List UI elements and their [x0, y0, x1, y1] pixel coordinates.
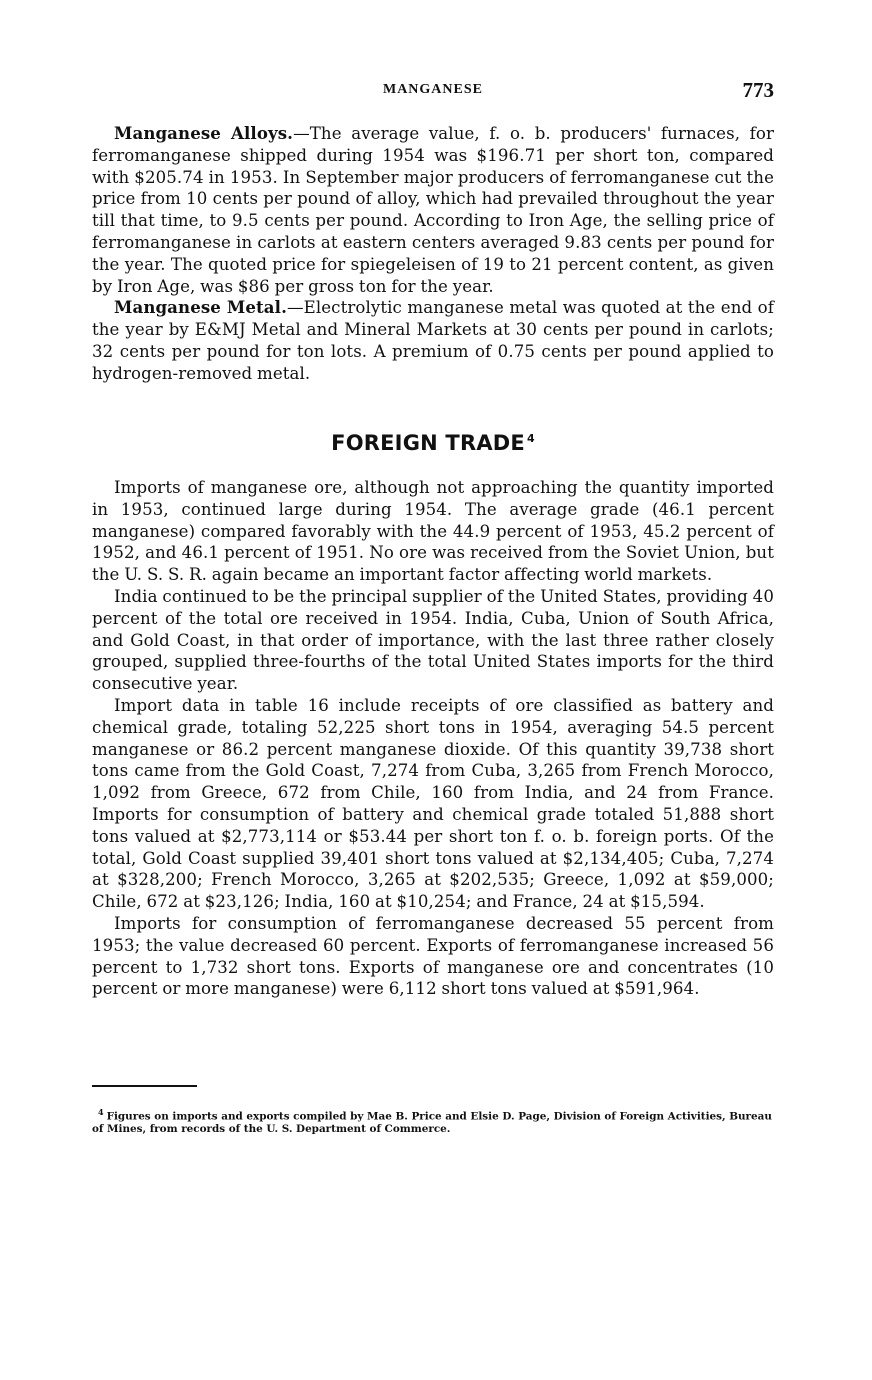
footnote-mark: 4 [98, 1107, 104, 1117]
section-heading-text: FOREIGN TRADE [331, 431, 525, 455]
footnote-divider [92, 1085, 197, 1087]
foreign-trade-paragraph-imports: Imports of manganese ore, although not approaching the quantity imported in 1953, continued large during 1954. The average grade (46.1 percent manganese) compared favorably with the 44.9 percent of 1953, 45.2 percent of 1952, and 46.1 percent of 1951. No ore was received from the Soviet Union, but the U. S. S. R. again became an important factor affecting world markets. [92, 478, 774, 585]
running-head [92, 78, 774, 106]
footnote [92, 1106, 774, 1136]
foreign-trade-paragraph-ferromanganese: Imports for consumption of ferromanganese decreased 55 percent from 1953; the value decreased 60 percent. Exports of ferromanganese increased 56 percent to 1,732 short tons. Exports of manganese ore and concentrates (10 percent or more manganese) were 6,112 short tons valued at $591,964. [92, 913, 774, 999]
manganese-metal-text: —Electrolytic manganese metal was quoted at the end of the year by E&MJ Metal and Mineral Markets at 30 cents per pound in carlots; 32 cents per pound for ton lots. A premium of 0.75 cents per pound applied to hydrogen-removed metal. [92, 298, 774, 383]
foreign-trade-paragraph-battery-grade: Import data in table 16 include receipts of ore classified as battery and chemical grade, totaling 52,225 short tons in 1954, averaging 54.5 percent manganese or 86.2 percent manganese dioxide. Of this quantity 39,738 short tons came from the Gold Coast, 7,274 from Cuba, 3,265 from French Morocco, 1,092 from Greece, 672 from Chile, 160 from India, and 24 from France. Imports for consumption of battery and chemical grade totaled 51,888 short tons valued at $2,773,114 or $53.44 per short ton f. o. b. foreign ports. Of the total, Gold Coast supplied 39,401 short tons valued at $2,134,405; Cuba, 7,274 at $328,200; French Morocco, 3,265 at $202,535; Greece, 1,092 at $59,000; Chile, 672 at $23,126; India, 160 at $10,254; and France, 24 at $15,594. [92, 695, 774, 912]
manganese-metal-run-in: Manganese Metal. [114, 297, 287, 318]
running-title: MANGANESE [382, 82, 483, 97]
section-heading-foreign-trade [92, 431, 774, 455]
manganese-alloys-paragraph [92, 123, 774, 297]
page-number: 773 [742, 78, 774, 102]
prices-section [92, 123, 774, 385]
manganese-metal-paragraph [92, 297, 774, 384]
foreign-trade-paragraph-india: India continued to be the principal supplier of the United States, providing 40 percent of the total ore received in 1954. India, Cuba, Union of South Africa, and Gold Coast, in that order of importance, with the last three rather closely grouped, supplied three-fourths of the total United States imports for the third consecutive year. [92, 586, 774, 694]
manganese-alloys-text: —The average value, f. o. b. producers' furnaces, for ferromanganese shipped during 1954 was $196.71 per short ton, compared with $205.74 in 1953. In September major producers of ferromanganese cut the price from 10 cents per pound of alloy, which had prevailed throughout the year till that time, to 9.5 cents per pound. According to Iron Age, the selling price of ferromanganese in carlots at eastern centers averaged 9.83 cents per pound for the year. The quoted price for spiegeleisen of 19 to 21 percent content, as given by Iron Age, was $86 per gross ton for the year. [92, 124, 775, 296]
foreign-trade-section [92, 477, 774, 1000]
footnote-reference: 4 [526, 432, 535, 445]
footnote-text: Figures on imports and exports compiled by Mae B. Price and Elsie D. Page, Division of Foreign Activities, Bureau of Mines, from records of the U. S. Department of Commerce. [92, 1110, 772, 1136]
manganese-alloys-run-in: Manganese Alloys. [114, 123, 294, 143]
